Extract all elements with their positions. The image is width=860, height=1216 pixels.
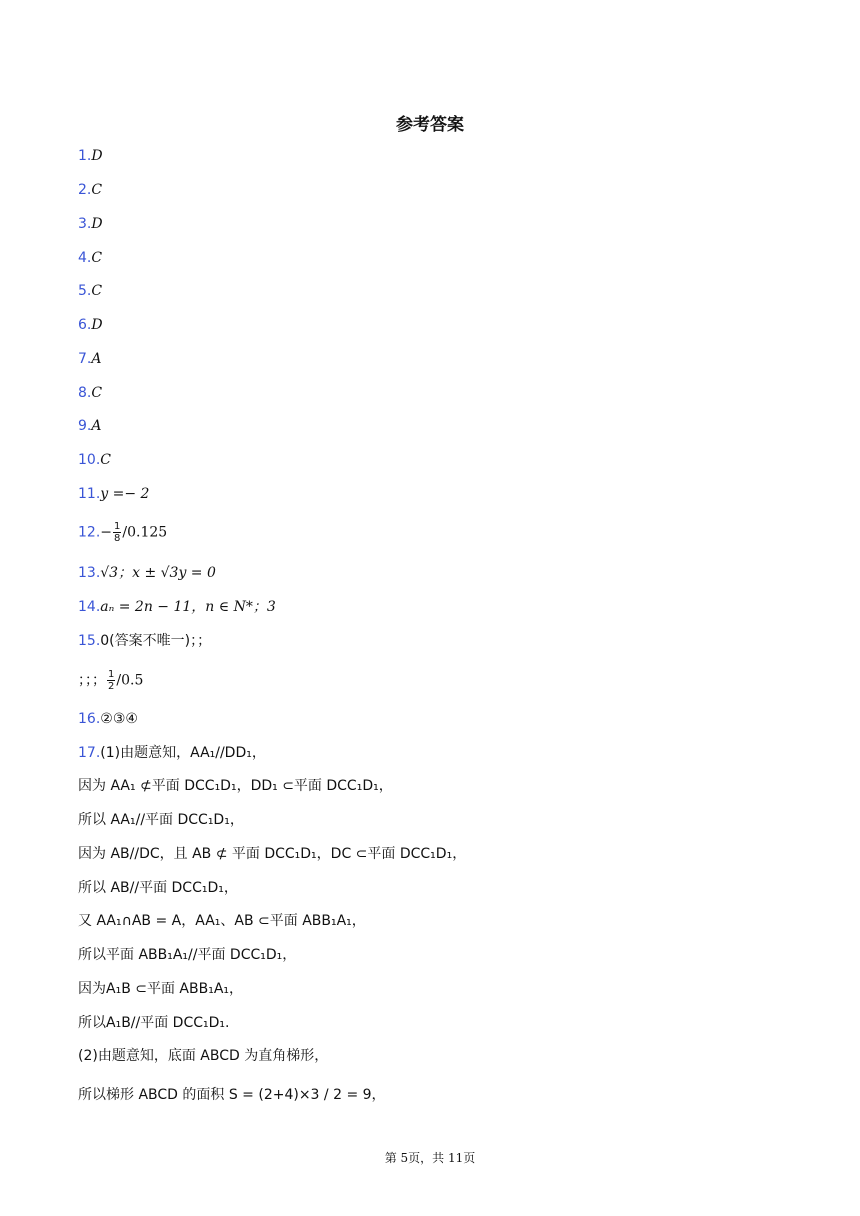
answer-2: 2.C: [78, 182, 103, 198]
answer-17-line-4: 因为 AB//DC，且 AB ⊄ 平面 DCC₁D₁，DC ⊂平面 DCC₁D₁，: [78, 846, 467, 862]
answer-17-line-2: 因为 AA₁ ⊄平面 DCC₁D₁，DD₁ ⊂平面 DCC₁D₁，: [78, 778, 393, 794]
page-title: 参考答案: [396, 115, 464, 135]
answer-15-line-2: ；；； $\frac{1}{2}$ /0.5: [78, 669, 144, 692]
answer-13: 13.√3；x ± √3y = 0: [78, 565, 216, 581]
answer-3: 3.D: [78, 216, 103, 232]
answer-15-line-1: 15.0(答案不唯一)；；: [78, 633, 212, 649]
answer-12: 12.− $\frac{1}{8}$ /0.125: [78, 521, 168, 544]
page-footer: 第 5页，共 11页: [384, 1151, 476, 1165]
answer-5: 5.C: [78, 283, 103, 299]
answer-17-line-11: 所以梯形 ABCD 的面积 S = (2+4)×3 / 2 = 9，: [78, 1087, 386, 1103]
fraction: $\frac{1}{2}$: [108, 669, 115, 692]
answer-9: 9.A: [78, 418, 102, 434]
answer-11: 11.y =− 2: [78, 486, 150, 502]
answer-14: 14.aₙ = 2n − 11，n ∈ N*；3: [78, 599, 276, 615]
answer-1: 1.D: [78, 148, 103, 164]
answer-7: 7.A: [78, 351, 102, 367]
answer-17-line-6: 又 AA₁∩AB = A，AA₁、AB ⊂平面 ABB₁A₁，: [78, 913, 366, 929]
answer-17-line-10: (2)由题意知，底面 ABCD 为直角梯形，: [78, 1048, 329, 1064]
answer-17-line-3: 所以 AA₁//平面 DCC₁D₁，: [78, 812, 244, 828]
answer-10: 10.C: [78, 452, 111, 468]
answer-17-line-7: 所以平面 ABB₁A₁//平面 DCC₁D₁，: [78, 947, 297, 963]
answer-17-line-1: 17.(1)由题意知，AA₁//DD₁，: [78, 745, 266, 761]
answer-17-line-8: 因为A₁B ⊂平面 ABB₁A₁，: [78, 981, 244, 997]
answer-8: 8.C: [78, 385, 103, 401]
answer-17-line-9: 所以A₁B//平面 DCC₁D₁.: [78, 1015, 230, 1031]
answer-16: 16.②③④: [78, 711, 138, 727]
answer-4: 4.C: [78, 250, 103, 266]
answer-17-line-5: 所以 AB//平面 DCC₁D₁，: [78, 880, 238, 896]
fraction: $\frac{1}{8}$: [114, 521, 121, 544]
answer-6: 6.D: [78, 317, 103, 333]
